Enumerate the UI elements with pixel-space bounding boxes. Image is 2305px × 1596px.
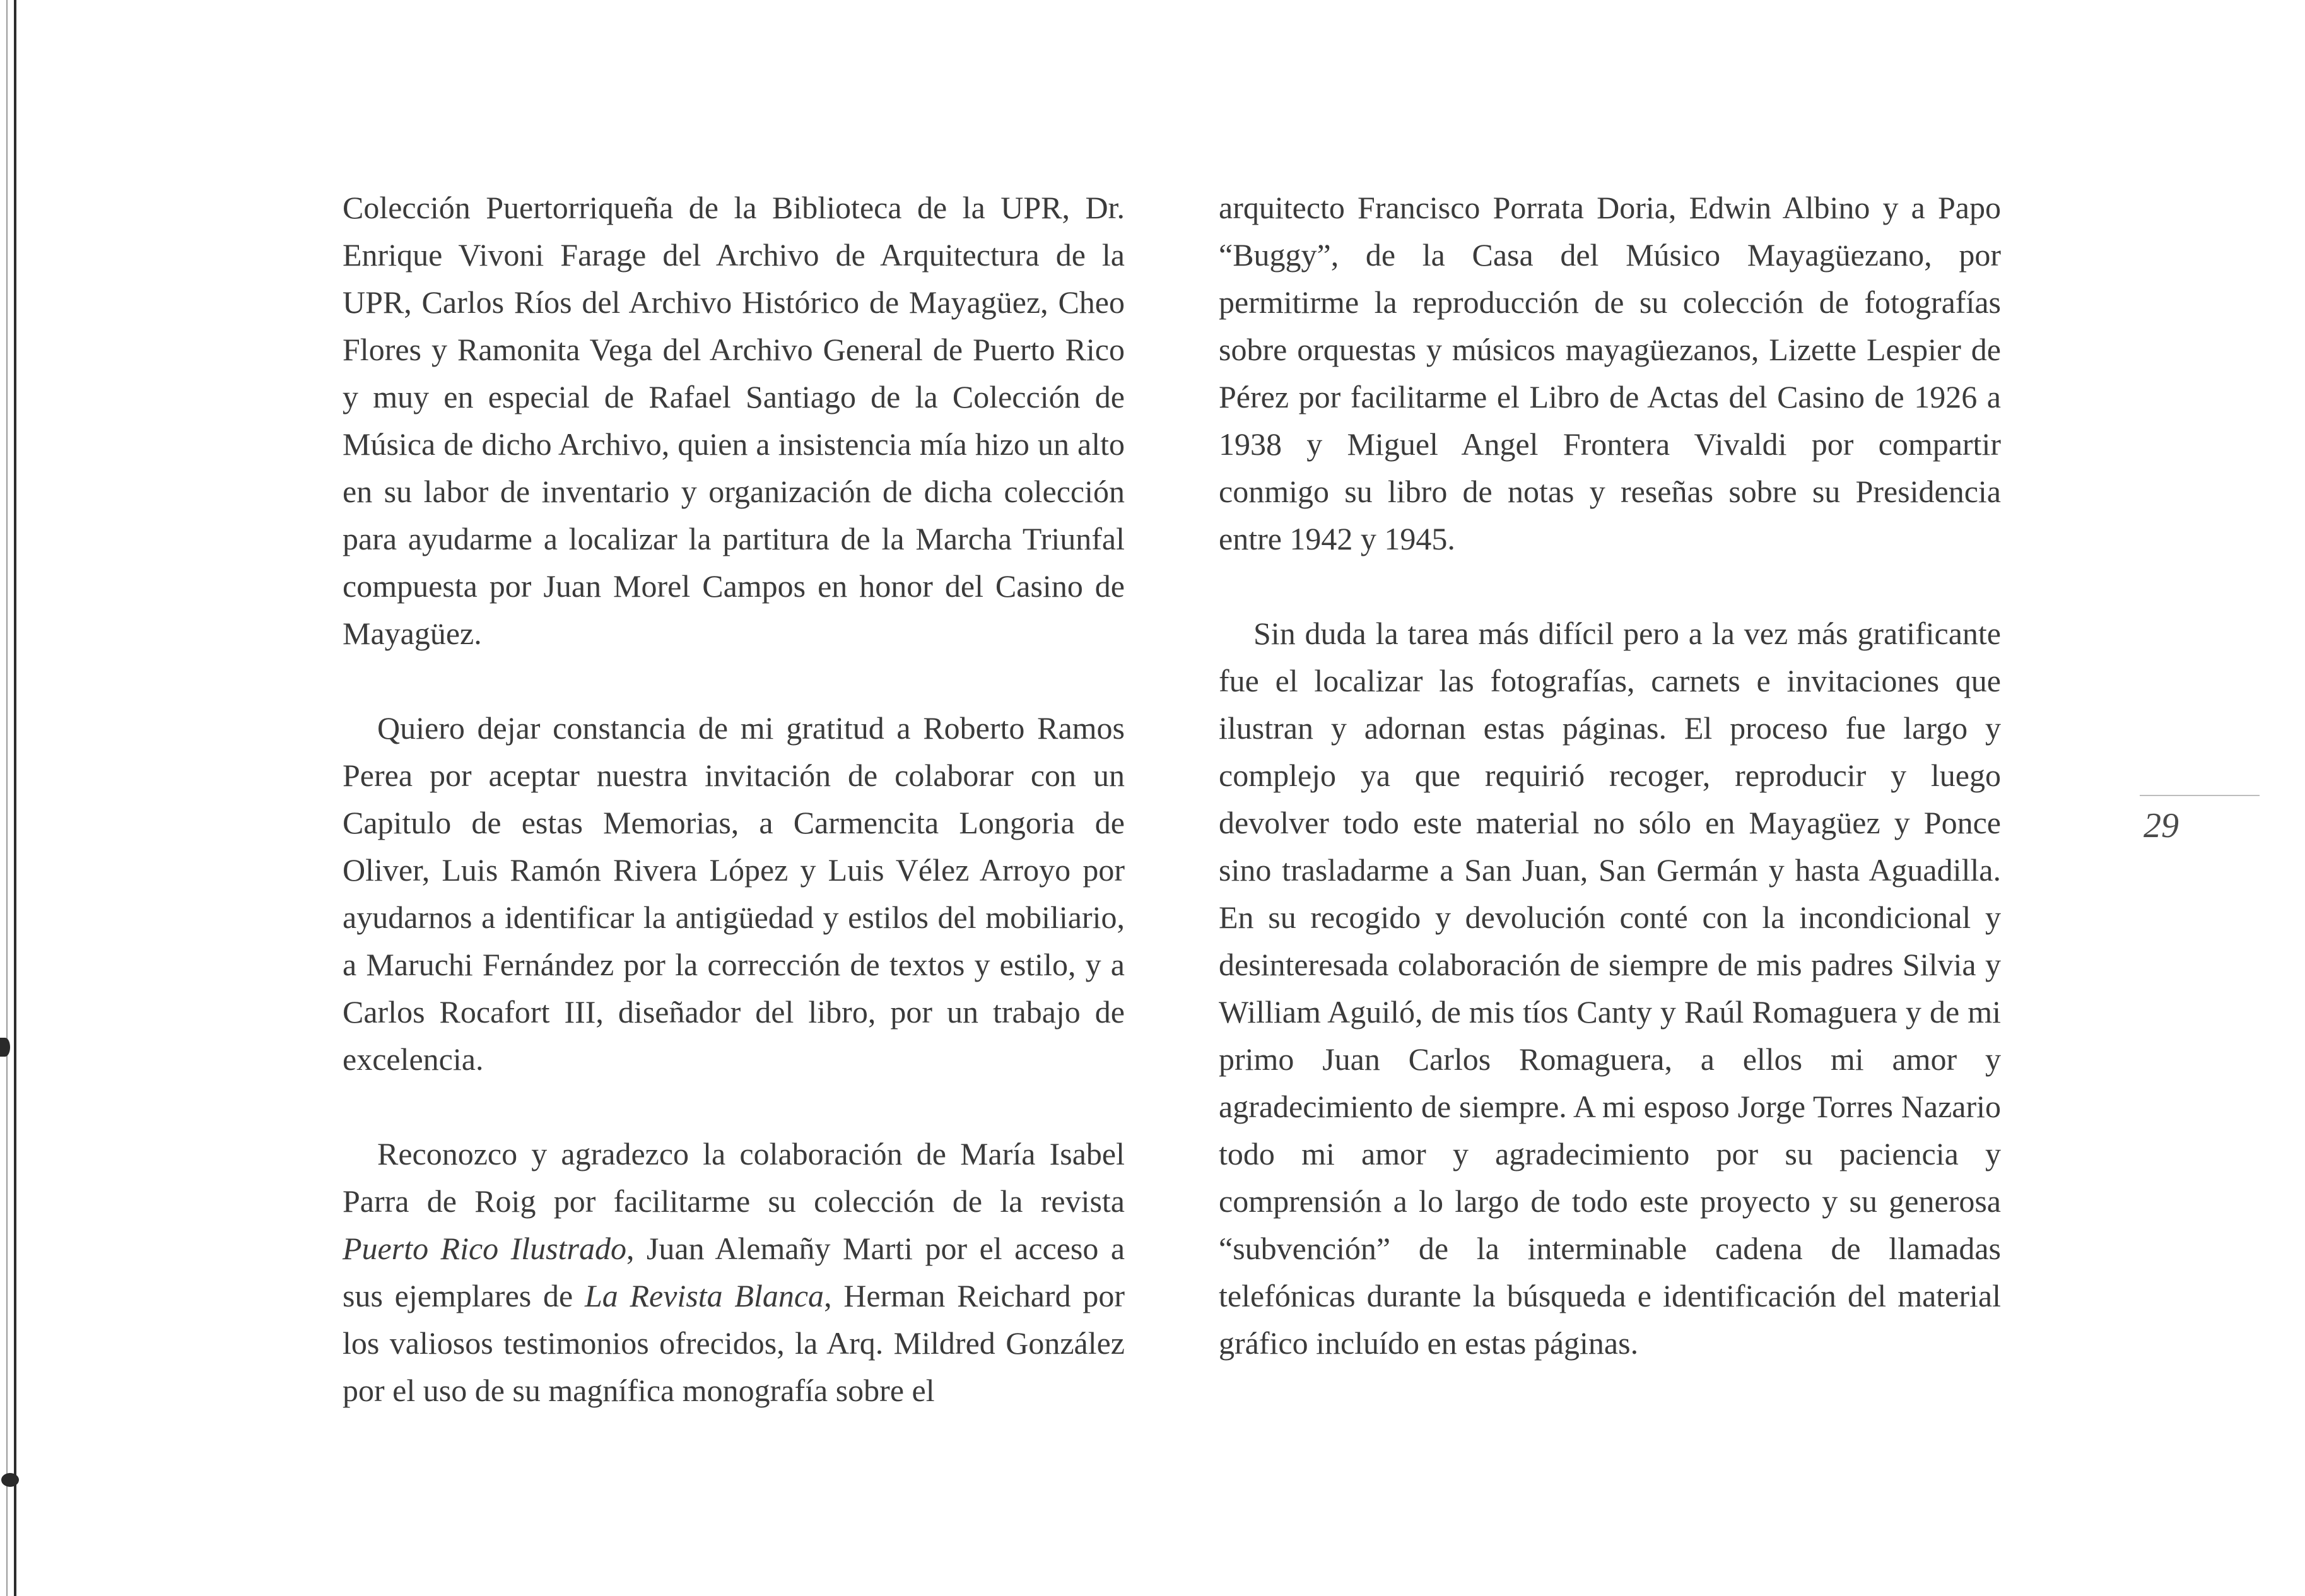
text-run: Reconozco y agradezco la colaboración de María Isabel Parra de Roig por facilitarme su colección de la revista: [343, 1136, 1125, 1219]
page-number-rule: [2140, 795, 2260, 796]
magazine-title: Puerto Rico Ilustrado: [343, 1231, 626, 1266]
page-number: 29: [2144, 806, 2179, 845]
binding-mark: [0, 1038, 10, 1057]
paragraph: Quiero dejar constancia de mi gratitud a Roberto Ramos Perea por aceptar nuestra invitación de colaborar con un Capitulo de estas Memorias, a Carmencita Longoria de Oliver, Luis Ramón Rivera López y Luis Vélez Arroyo por ayudarnos a identificar la antigüedad y estilos del mobiliario, a Maruchi Fernández por la corrección de textos y estilo, y a Carlos Rocafort III, diseñador del libro, por un trabajo de excelencia.: [343, 710, 1125, 1077]
text-run: , Herman Reichard por los valiosos testimonios ofrecidos, la Arq. Mildred González por el uso de su magnífica monografía sobre el: [343, 1278, 1125, 1408]
right-text-column: [1219, 184, 2001, 1414]
paragraph: arquitecto Francisco Porrata Doria, Edwin Albino y a Papo “Buggy”, de la Casa del Músico Mayagüezano, por permitirme la reproducción de su colección de fotografías sobre orquestas y músicos mayagüezanos, Lizette Lespier de Pérez por facilitarme el Libro de Actas del Casino de 1926 a 1938 y Miguel Angel Frontera Vivaldi por compartir conmigo su libro de notas y reseñas sobre su Presidencia entre 1942 y 1945.: [1219, 190, 2001, 556]
paragraph: [343, 1130, 1125, 1414]
paragraph: Sin duda la tarea más difícil pero a la vez más gratificante fue el localizar las fotografías, carnets e invitaciones que ilustran y adornan estas páginas. El proceso fue largo y complejo ya que requirió recoger, reproducir y luego devolver todo este material no sólo en Mayagüez y Ponce sino trasladarme a San Juan, San Germán y hasta Aguadilla. En su recogido y devolución conté con la incondicional y desinteresada colaboración de siempre de mis padres Silvia y William Aguiló, de mis tíos Canty y Raúl Romaguera y de mi primo Juan Carlos Romaguera, a ellos mi amor y agradecimiento de siempre. A mi esposo Jorge Torres Nazario todo mi amor y agradecimiento por su paciencia y comprensión a lo largo de todo este proyecto y su generosa “subvención” de la interminable cadena de llamadas telefónicas durante la búsqueda e identificación del material gráfico incluído en estas páginas.: [1219, 616, 2001, 1361]
paragraph: Colección Puertorriqueña de la Biblioteca de la UPR, Dr. Enrique Vivoni Farage del Archivo de Arquitectura de la UPR, Carlos Ríos del Archivo Histórico de Mayagüez, Cheo Flores y Ramonita Vega del Archivo General de Puerto Rico y muy en especial de Rafael Santiago de la Colección de Música de dicho Archivo, quien a insistencia mía hizo un alto en su labor de inventario y organización de dicha colección para ayudarme a localizar la partitura de la Marcha Triunfal compuesta por Juan Morel Campos en honor del Casino de Mayagüez.: [343, 190, 1125, 651]
text-run: , Juan Alemañy Marti por el acceso a sus ejemplares de: [343, 1231, 1125, 1313]
book-spine-edge: [14, 0, 16, 1596]
left-text-column: [343, 184, 1125, 1462]
magazine-title: La Revista Blanca: [584, 1278, 824, 1313]
binding-mark: [1, 1473, 19, 1487]
page-edge-shadow: [6, 0, 8, 1596]
